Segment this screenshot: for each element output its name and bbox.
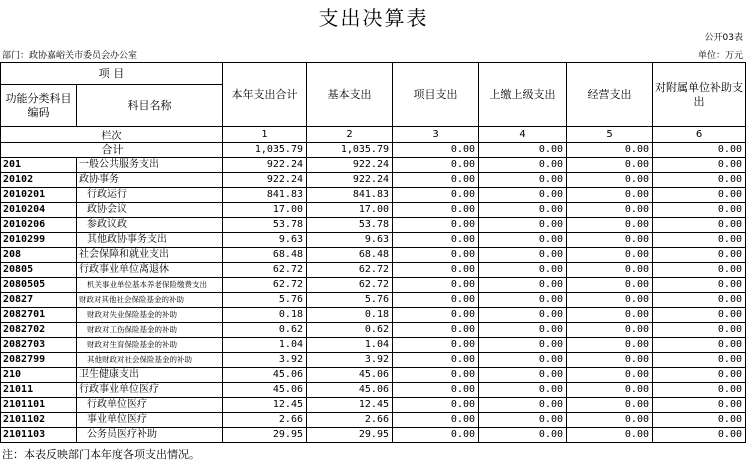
value-cell: 0.00 — [479, 428, 567, 443]
table-row — [1, 338, 746, 353]
subject-name: 行政运行 — [77, 188, 223, 203]
value-cell: 0.00 — [393, 293, 479, 308]
value-cell: 0.00 — [393, 158, 479, 173]
value-cell: 0.00 — [567, 368, 653, 383]
value-cell: 0.00 — [393, 173, 479, 188]
value-cell: 0.00 — [567, 338, 653, 353]
value-cell: 0.62 — [307, 323, 393, 338]
function-code: 2080505 — [1, 278, 77, 293]
value-cell: 0.62 — [223, 323, 307, 338]
total-row — [1, 143, 746, 158]
table-row — [1, 308, 746, 323]
value-cell: 0.00 — [567, 398, 653, 413]
function-code: 2010201 — [1, 188, 77, 203]
table-row — [1, 233, 746, 248]
header-col-remit: 上缴上级支出 — [479, 63, 567, 127]
value-cell: 0.00 — [393, 203, 479, 218]
value-cell: 0.00 — [393, 278, 479, 293]
value-cell: 0.00 — [653, 278, 746, 293]
value-cell: 0.00 — [567, 233, 653, 248]
value-cell: 0.00 — [653, 338, 746, 353]
value-cell: 0.00 — [479, 143, 567, 158]
value-cell: 68.48 — [307, 248, 393, 263]
value-cell: 0.00 — [393, 218, 479, 233]
table-row — [1, 293, 746, 308]
value-cell: 0.00 — [567, 323, 653, 338]
value-cell: 62.72 — [223, 278, 307, 293]
value-cell: 17.00 — [307, 203, 393, 218]
value-cell: 0.00 — [567, 248, 653, 263]
col-number: 3 — [393, 127, 479, 143]
subject-name: 政协事务 — [77, 173, 223, 188]
value-cell: 0.00 — [653, 203, 746, 218]
value-cell: 45.06 — [223, 368, 307, 383]
value-cell: 62.72 — [223, 263, 307, 278]
function-code: 210 — [1, 368, 77, 383]
subject-name: 财政对失业保险基金的补助 — [77, 308, 223, 323]
header-col-project: 项目支出 — [393, 63, 479, 127]
value-cell: 0.00 — [393, 368, 479, 383]
function-code: 2010299 — [1, 233, 77, 248]
value-cell: 0.00 — [653, 383, 746, 398]
value-cell: 29.95 — [223, 428, 307, 443]
value-cell: 0.00 — [653, 323, 746, 338]
value-cell: 0.00 — [479, 263, 567, 278]
function-code: 20827 — [1, 293, 77, 308]
value-cell: 9.63 — [223, 233, 307, 248]
value-cell: 922.24 — [223, 173, 307, 188]
col-number: 1 — [223, 127, 307, 143]
header-func-code: 功能分类科目编码 — [1, 85, 77, 127]
value-cell: 0.00 — [393, 428, 479, 443]
value-cell: 0.00 — [393, 413, 479, 428]
value-cell: 3.92 — [307, 353, 393, 368]
col-number: 5 — [567, 127, 653, 143]
value-cell: 0.00 — [393, 188, 479, 203]
unit-label: 单位：万元 — [697, 51, 743, 61]
value-cell: 922.24 — [307, 173, 393, 188]
value-cell: 0.00 — [393, 263, 479, 278]
col-number: 2 — [307, 127, 393, 143]
value-cell: 0.00 — [653, 398, 746, 413]
subject-name: 行政事业单位离退休 — [77, 263, 223, 278]
value-cell: 0.00 — [567, 353, 653, 368]
value-cell: 0.00 — [479, 203, 567, 218]
value-cell: 0.00 — [479, 233, 567, 248]
value-cell: 0.00 — [653, 188, 746, 203]
value-cell: 0.00 — [567, 383, 653, 398]
value-cell: 0.00 — [393, 398, 479, 413]
function-code: 2082703 — [1, 338, 77, 353]
value-cell: 841.83 — [223, 188, 307, 203]
table-row — [1, 323, 746, 338]
function-code: 2010204 — [1, 203, 77, 218]
value-cell: 45.06 — [307, 383, 393, 398]
value-cell: 0.00 — [567, 218, 653, 233]
value-cell: 0.00 — [393, 143, 479, 158]
value-cell: 5.76 — [223, 293, 307, 308]
header-col-subsidy: 对附属单位补助支出 — [653, 63, 746, 127]
table-row — [1, 263, 746, 278]
table-row — [1, 278, 746, 293]
table-row — [1, 428, 746, 443]
table-row — [1, 158, 746, 173]
value-cell: 1,035.79 — [307, 143, 393, 158]
value-cell: 0.00 — [653, 218, 746, 233]
value-cell: 0.18 — [223, 308, 307, 323]
page-title: 支出决算表 — [318, 6, 429, 30]
value-cell: 0.00 — [567, 173, 653, 188]
header-col-operating: 经营支出 — [567, 63, 653, 127]
function-code: 2101102 — [1, 413, 77, 428]
subject-name: 机关事业单位基本养老保险缴费支出 — [77, 278, 223, 293]
table-row — [1, 398, 746, 413]
function-code: 2101103 — [1, 428, 77, 443]
value-cell: 62.72 — [307, 263, 393, 278]
col-number: 4 — [479, 127, 567, 143]
value-cell: 0.00 — [653, 248, 746, 263]
subject-name: 一般公共服务支出 — [77, 158, 223, 173]
value-cell: 0.00 — [653, 413, 746, 428]
value-cell: 0.00 — [567, 263, 653, 278]
value-cell: 0.18 — [307, 308, 393, 323]
value-cell: 0.00 — [479, 278, 567, 293]
function-code: 208 — [1, 248, 77, 263]
subject-name: 公务员医疗补助 — [77, 428, 223, 443]
value-cell: 12.45 — [223, 398, 307, 413]
table-row — [1, 218, 746, 233]
value-cell: 0.00 — [393, 383, 479, 398]
value-cell: 0.00 — [479, 248, 567, 263]
value-cell: 0.00 — [567, 143, 653, 158]
value-cell: 0.00 — [653, 368, 746, 383]
value-cell: 0.00 — [479, 323, 567, 338]
value-cell: 0.00 — [393, 233, 479, 248]
value-cell: 5.76 — [307, 293, 393, 308]
header-col-total: 本年支出合计 — [223, 63, 307, 127]
subject-name: 事业单位医疗 — [77, 413, 223, 428]
value-cell: 0.00 — [479, 383, 567, 398]
value-cell: 1.04 — [307, 338, 393, 353]
value-cell: 0.00 — [567, 188, 653, 203]
col-number: 6 — [653, 127, 746, 143]
value-cell: 0.00 — [653, 143, 746, 158]
value-cell: 17.00 — [223, 203, 307, 218]
department-label: 部门：政协嘉峪关市委员会办公室 — [2, 51, 138, 61]
value-cell: 0.00 — [479, 308, 567, 323]
value-cell: 0.00 — [393, 353, 479, 368]
value-cell: 0.00 — [393, 248, 479, 263]
value-cell: 0.00 — [653, 158, 746, 173]
table-row — [1, 173, 746, 188]
value-cell: 0.00 — [479, 413, 567, 428]
table-row — [1, 353, 746, 368]
subject-name: 行政单位医疗 — [77, 398, 223, 413]
function-code: 2010206 — [1, 218, 77, 233]
function-code: 21011 — [1, 383, 77, 398]
subject-name: 财政对其他社会保险基金的补助 — [77, 293, 223, 308]
subject-name: 财政对生育保险基金的补助 — [77, 338, 223, 353]
value-cell: 0.00 — [567, 428, 653, 443]
value-cell: 29.95 — [307, 428, 393, 443]
value-cell: 0.00 — [479, 353, 567, 368]
function-code: 2082799 — [1, 353, 77, 368]
value-cell: 2.66 — [223, 413, 307, 428]
value-cell: 0.00 — [479, 218, 567, 233]
table-row — [1, 203, 746, 218]
function-code: 20805 — [1, 263, 77, 278]
value-cell: 0.00 — [567, 293, 653, 308]
table-row — [1, 413, 746, 428]
row-label: 栏次 — [1, 127, 223, 143]
value-cell: 0.00 — [479, 173, 567, 188]
value-cell: 0.00 — [653, 233, 746, 248]
function-code: 2101101 — [1, 398, 77, 413]
value-cell: 922.24 — [307, 158, 393, 173]
value-cell: 3.92 — [223, 353, 307, 368]
value-cell: 0.00 — [653, 428, 746, 443]
header-col-basic: 基本支出 — [307, 63, 393, 127]
value-cell: 0.00 — [479, 338, 567, 353]
value-cell: 53.78 — [307, 218, 393, 233]
total-label: 合计 — [1, 143, 223, 158]
value-cell: 0.00 — [393, 308, 479, 323]
value-cell: 68.48 — [223, 248, 307, 263]
value-cell: 922.24 — [223, 158, 307, 173]
value-cell: 0.00 — [653, 308, 746, 323]
value-cell: 0.00 — [479, 188, 567, 203]
value-cell: 0.00 — [479, 293, 567, 308]
footnote: 注：本表反映部门本年度各项支出情况。 — [2, 448, 200, 461]
header-subject-name: 科目名称 — [77, 85, 223, 127]
subject-name: 社会保障和就业支出 — [77, 248, 223, 263]
table-row — [1, 368, 746, 383]
value-cell: 53.78 — [223, 218, 307, 233]
subject-name: 政协会议 — [77, 203, 223, 218]
function-code: 201 — [1, 158, 77, 173]
subject-name: 财政对工伤保险基金的补助 — [77, 323, 223, 338]
function-code: 2082701 — [1, 308, 77, 323]
value-cell: 12.45 — [307, 398, 393, 413]
table-row — [1, 248, 746, 263]
value-cell: 0.00 — [653, 173, 746, 188]
form-number: 公开03表 — [704, 33, 743, 43]
value-cell: 1,035.79 — [223, 143, 307, 158]
value-cell: 0.00 — [479, 398, 567, 413]
value-cell: 0.00 — [567, 308, 653, 323]
value-cell: 45.06 — [223, 383, 307, 398]
value-cell: 0.00 — [567, 158, 653, 173]
value-cell: 0.00 — [393, 323, 479, 338]
value-cell: 2.66 — [307, 413, 393, 428]
value-cell: 0.00 — [653, 353, 746, 368]
function-code: 20102 — [1, 173, 77, 188]
subject-name: 其他财政对社会保险基金的补助 — [77, 353, 223, 368]
value-cell: 841.83 — [307, 188, 393, 203]
value-cell: 0.00 — [479, 158, 567, 173]
value-cell: 0.00 — [567, 203, 653, 218]
value-cell: 0.00 — [653, 263, 746, 278]
value-cell: 9.63 — [307, 233, 393, 248]
value-cell: 0.00 — [567, 278, 653, 293]
header-item: 项 目 — [1, 63, 223, 85]
value-cell: 62.72 — [307, 278, 393, 293]
subject-name: 行政事业单位医疗 — [77, 383, 223, 398]
value-cell: 0.00 — [393, 338, 479, 353]
subject-name: 参政议政 — [77, 218, 223, 233]
table-row — [1, 383, 746, 398]
value-cell: 45.06 — [307, 368, 393, 383]
table-row — [1, 188, 746, 203]
value-cell: 0.00 — [653, 293, 746, 308]
value-cell: 0.00 — [567, 413, 653, 428]
expenditure-table — [0, 62, 746, 443]
value-cell: 0.00 — [479, 368, 567, 383]
subject-name: 卫生健康支出 — [77, 368, 223, 383]
value-cell: 1.04 — [223, 338, 307, 353]
subject-name: 其他政协事务支出 — [77, 233, 223, 248]
function-code: 2082702 — [1, 323, 77, 338]
